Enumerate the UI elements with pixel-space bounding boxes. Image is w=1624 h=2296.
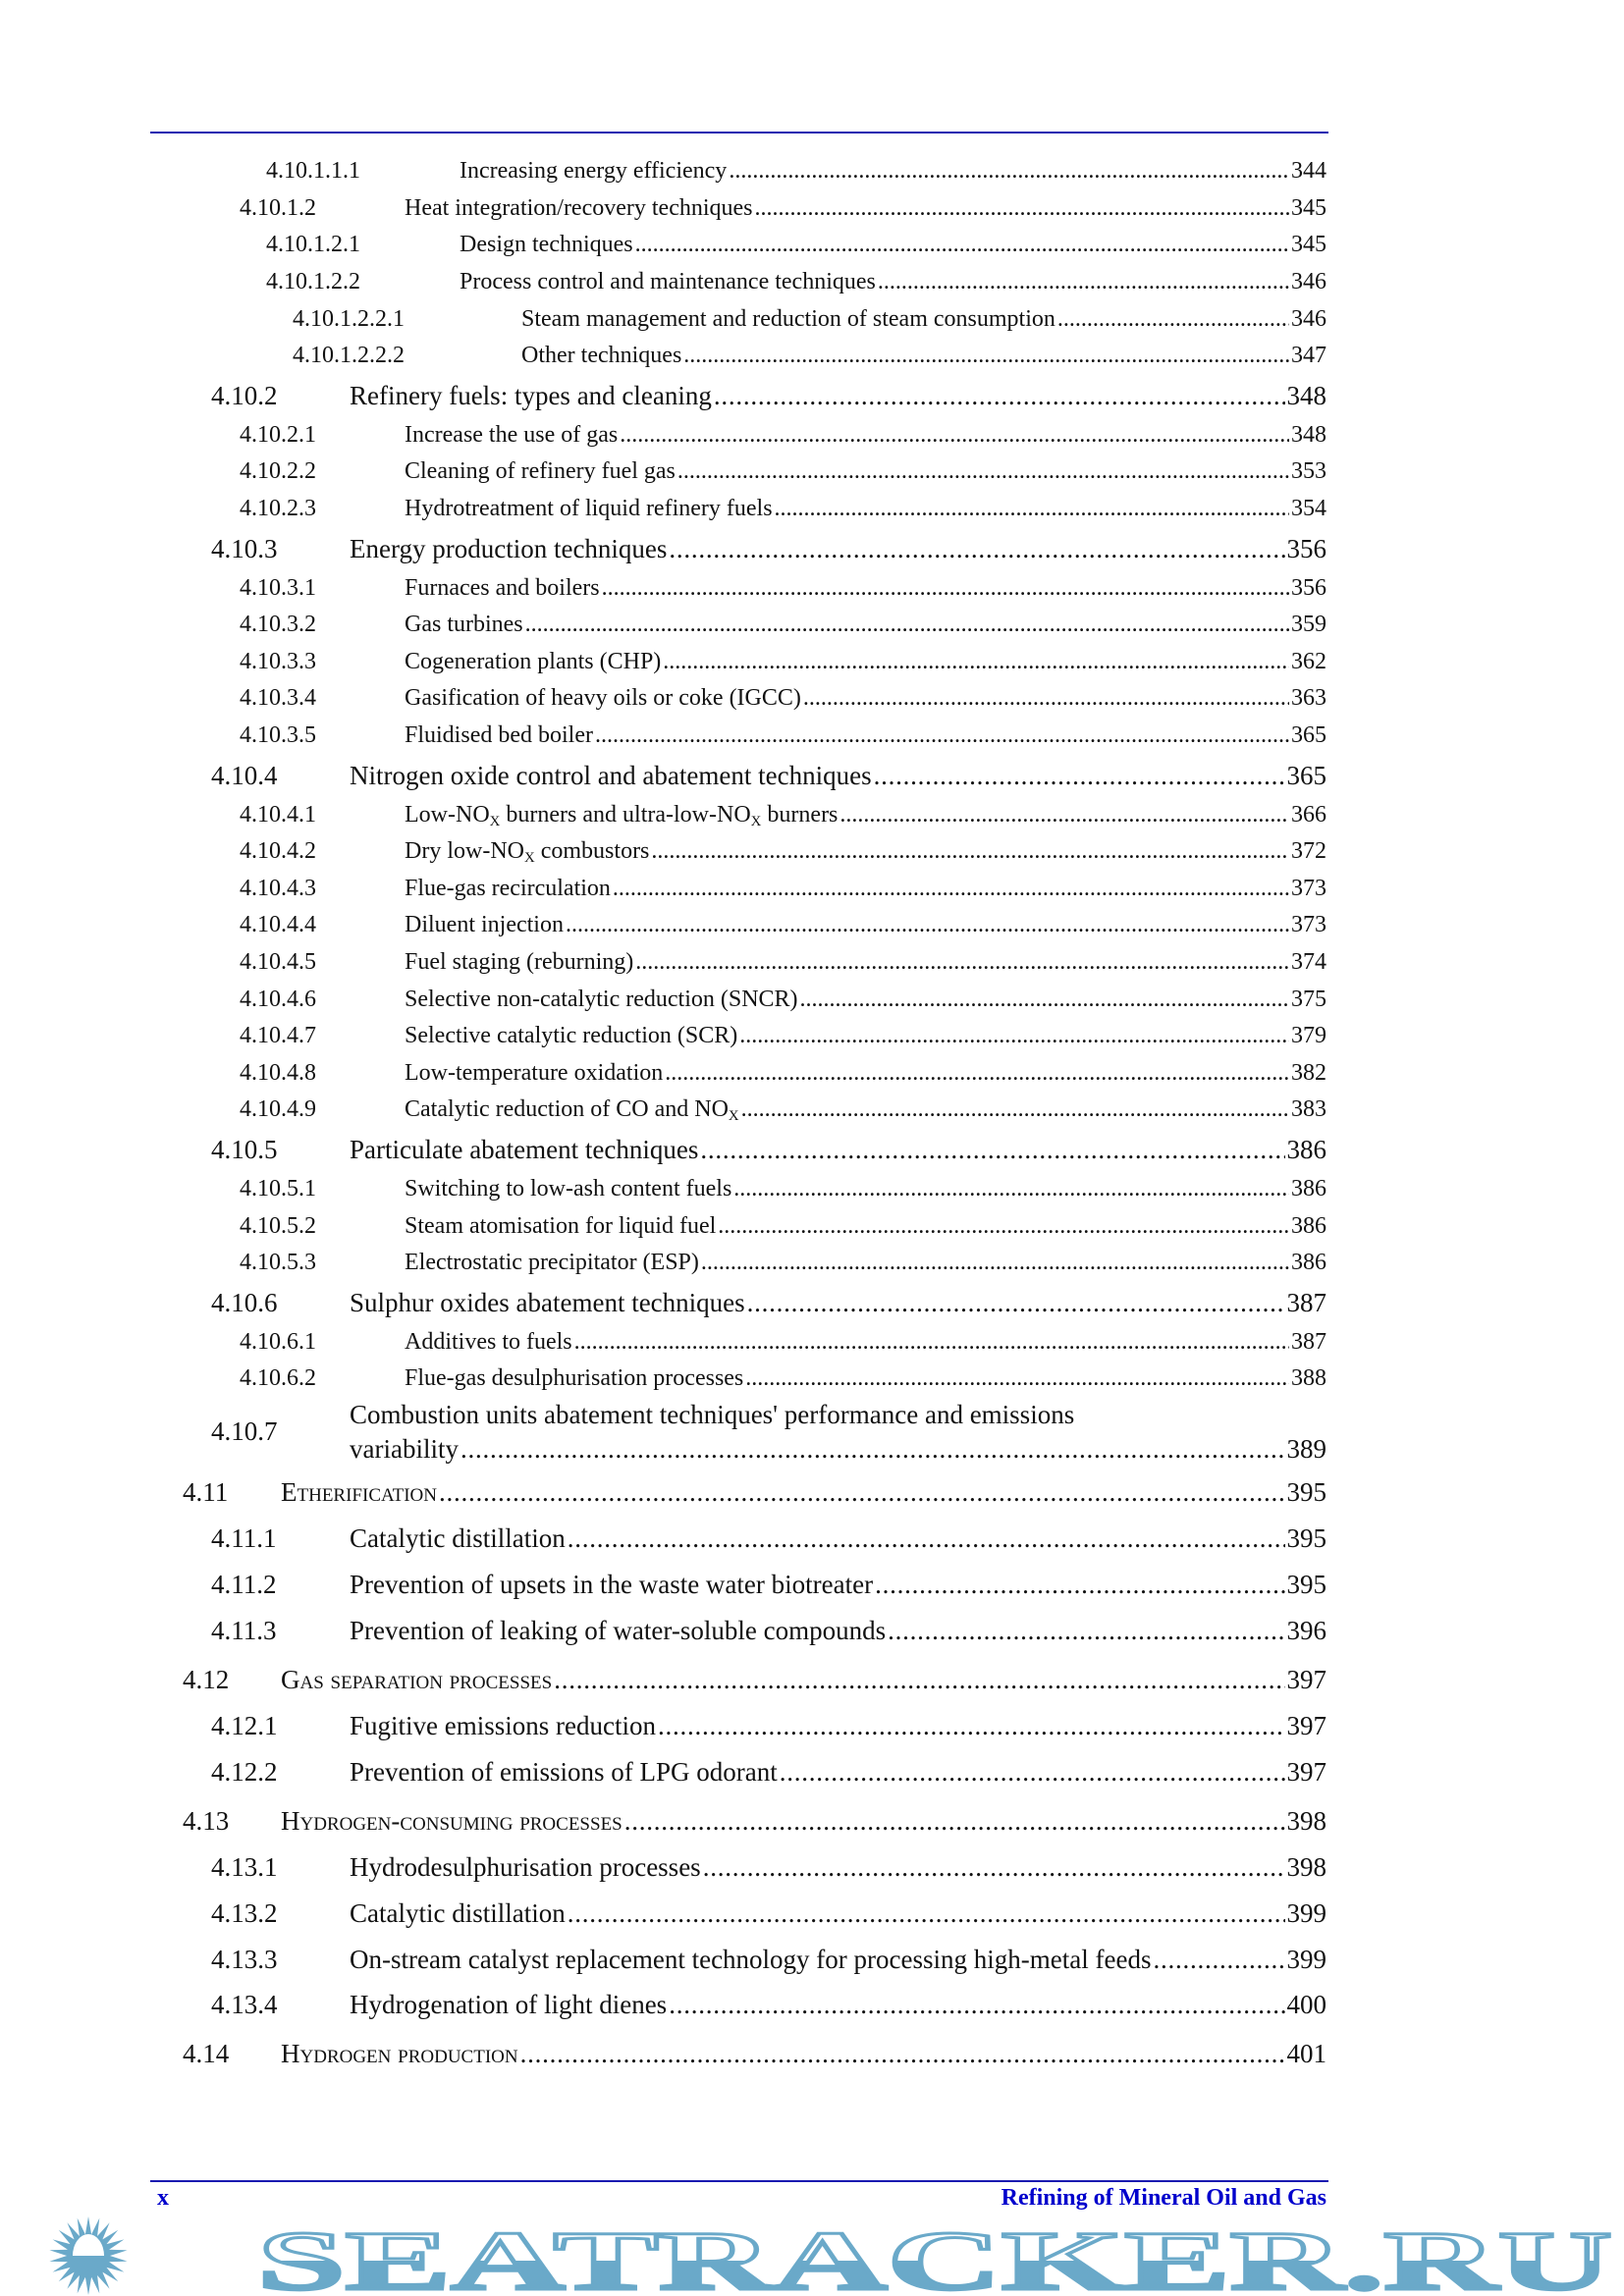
- toc-entry-number: 4.10.4: [211, 760, 278, 790]
- toc-entry-title[interactable]: Etherification: [281, 1477, 437, 1508]
- toc-entry-title[interactable]: Catalytic distillation: [350, 1523, 566, 1554]
- toc-entry-number: 4.11.1: [211, 1523, 277, 1554]
- toc-entry-number: 4.13.4: [211, 1990, 278, 2020]
- toc-entry-number: 4.13.1: [211, 1852, 278, 1883]
- toc-entry-title[interactable]: Nitrogen oxide control and abatement techniques: [350, 760, 872, 790]
- toc-entry-page: 382: [1291, 1059, 1326, 1086]
- toc-entry[interactable]: [0, 190, 1624, 228]
- toc-entry[interactable]: [0, 1323, 1624, 1361]
- toc-entry-title[interactable]: Process control and maintenance techniques: [460, 269, 876, 295]
- toc-entry-title[interactable]: Flue-gas recirculation: [405, 875, 611, 901]
- dot-leader: [1057, 306, 1289, 333]
- dot-leader: [878, 269, 1289, 295]
- toc-entry-page: 356: [1291, 574, 1326, 601]
- toc-entry-page: 348: [1286, 381, 1326, 411]
- toc-entry[interactable]: [0, 607, 1624, 644]
- toc-entry-title[interactable]: Gasification of heavy oils or coke (IGCC): [405, 685, 801, 712]
- dot-leader: [683, 343, 1289, 369]
- toc-entry-page: 344: [1291, 158, 1326, 185]
- toc-entry-number: 4.13: [183, 1806, 230, 1837]
- dot-leader: [595, 722, 1289, 749]
- toc-entry-title[interactable]: Combustion units abatement techniques' performance and emissions: [350, 1400, 1075, 1430]
- toc-entry-title[interactable]: Hydrotreatment of liquid refinery fuels: [405, 496, 773, 522]
- toc-entry[interactable]: [0, 491, 1624, 528]
- toc-entry-title[interactable]: Increase the use of gas: [405, 421, 619, 448]
- toc-entry-page: 399: [1286, 1897, 1326, 1928]
- watermark-text: SEATRACKER.RU: [257, 2216, 1612, 2296]
- toc-entry-page: 386: [1291, 1212, 1326, 1239]
- toc-entry-number: 4.10.1.2.2.2: [293, 343, 405, 369]
- toc-entry[interactable]: [0, 871, 1624, 908]
- toc-entry[interactable]: [0, 1517, 1624, 1563]
- dot-leader: [745, 1365, 1289, 1392]
- toc-entry[interactable]: [0, 1361, 1624, 1398]
- toc-entry-number: 4.10.3.4: [240, 685, 316, 712]
- dot-leader: [875, 1570, 1284, 1600]
- toc-entry-page: 387: [1286, 1287, 1326, 1317]
- toc-entry[interactable]: [0, 1282, 1624, 1323]
- toc-entry[interactable]: [0, 338, 1624, 375]
- toc-entry-page: 373: [1291, 875, 1326, 901]
- toc-entry[interactable]: [0, 1656, 1624, 1703]
- toc-entry-title[interactable]: Hydrogen-consuming processes: [281, 1806, 623, 1837]
- toc-entry-number: 4.10.4.7: [240, 1023, 316, 1049]
- toc-entry-number: 4.10.6.2: [240, 1365, 316, 1392]
- toc-entry-number: 4.10.5: [211, 1135, 278, 1165]
- toc-entry-title[interactable]: Dry low-$NO_X$ combustors: [405, 838, 650, 867]
- toc-entry[interactable]: [0, 1608, 1624, 1654]
- dot-leader: [669, 1990, 1284, 2020]
- toc-entry-number: 4.10.4.6: [240, 986, 316, 1012]
- toc-entry[interactable]: [0, 1845, 1624, 1892]
- toc-entry[interactable]: [0, 264, 1624, 301]
- toc-entry[interactable]: [0, 1798, 1624, 1845]
- dot-leader: [703, 1852, 1285, 1883]
- dot-leader: [669, 534, 1284, 564]
- toc-entry-page: 359: [1291, 612, 1326, 638]
- toc-entry-page: 379: [1291, 1023, 1326, 1049]
- toc-entry-title[interactable]: Steam management and reduction of steam consumption: [521, 305, 1056, 332]
- dot-leader: [1153, 1945, 1284, 1975]
- dot-leader: [729, 158, 1289, 185]
- toc-entry-number: 4.10.5.3: [240, 1250, 316, 1276]
- toc-entry-page: 386: [1291, 1175, 1326, 1201]
- dot-leader: [780, 1757, 1285, 1788]
- toc-entry-number: 4.11.3: [211, 1615, 277, 1645]
- toc-entry[interactable]: [0, 376, 1624, 417]
- toc-entry-title[interactable]: Catalytic distillation: [350, 1897, 566, 1928]
- dot-leader: [574, 1329, 1289, 1356]
- toc-entry-page: 365: [1286, 760, 1326, 790]
- toc-entry-title[interactable]: Other techniques: [521, 343, 682, 369]
- toc-entry-title[interactable]: Design techniques: [460, 232, 633, 258]
- toc-entry[interactable]: [0, 1891, 1624, 1937]
- toc-entry-title[interactable]: Fuel staging (reburning): [405, 948, 634, 975]
- toc-entry-number: 4.10.3.2: [240, 612, 316, 638]
- toc-entry[interactable]: [0, 1398, 1624, 1467]
- toc-entry[interactable]: [0, 981, 1624, 1018]
- toc-entry-number: 4.10.4.4: [240, 912, 316, 938]
- toc-entry-title[interactable]: Particulate abatement techniques: [350, 1135, 699, 1165]
- toc-entry-title[interactable]: Prevention of emissions of LPG odorant: [350, 1756, 778, 1787]
- dot-leader: [568, 1523, 1285, 1554]
- toc-entry-page: 345: [1291, 232, 1326, 258]
- toc-entry-page: 365: [1291, 722, 1326, 749]
- toc-entry-page: 354: [1291, 496, 1326, 522]
- toc-entry-number: 4.14: [183, 2039, 230, 2069]
- footer-document-title: Refining of Mineral Oil and Gas: [1001, 2185, 1326, 2211]
- toc-entry-title[interactable]: Additives to fuels: [405, 1328, 572, 1355]
- toc-entry-title-continued[interactable]: variability: [350, 1433, 459, 1464]
- toc-entry-page: 347: [1291, 343, 1326, 369]
- toc-entry[interactable]: [0, 1054, 1624, 1092]
- toc-entry-number: 4.10.5.2: [240, 1212, 316, 1239]
- toc-entry-number: 4.10.3: [211, 533, 278, 563]
- dot-leader: [803, 685, 1289, 712]
- toc-entry-number: 4.10.3.1: [240, 574, 316, 601]
- toc-entry-title[interactable]: Increasing energy efficiency: [460, 158, 728, 185]
- toc-entry-page: 345: [1291, 194, 1326, 221]
- toc-entry-number: 4.10.4.5: [240, 948, 316, 975]
- table-of-contents: [0, 153, 1624, 2078]
- toc-entry-number: 4.10.3.5: [240, 722, 316, 749]
- toc-entry[interactable]: [0, 1130, 1624, 1171]
- dot-leader: [663, 649, 1289, 675]
- dot-leader: [554, 1665, 1284, 1695]
- toc-entry[interactable]: [0, 718, 1624, 755]
- toc-entry-number: 4.10.4.1: [240, 801, 316, 828]
- toc-entry-page: 366: [1291, 801, 1326, 828]
- toc-entry[interactable]: [0, 644, 1624, 681]
- toc-entry-title[interactable]: Selective catalytic reduction (SCR): [405, 1023, 738, 1049]
- dot-leader: [620, 422, 1289, 449]
- dot-leader: [718, 1213, 1289, 1240]
- toc-entry-number: 4.10.1.2.2.1: [293, 305, 405, 332]
- dot-leader: [651, 838, 1289, 865]
- toc-entry[interactable]: [0, 1469, 1624, 1517]
- footer-page-number: x: [157, 2185, 169, 2211]
- header-rule: [150, 132, 1328, 133]
- toc-entry[interactable]: [0, 528, 1624, 569]
- toc-entry-title[interactable]: Prevention of leaking of water-soluble compounds: [350, 1615, 887, 1645]
- toc-entry-page: 386: [1286, 1135, 1326, 1165]
- toc-entry-page: 397: [1286, 1756, 1326, 1787]
- dot-leader: [874, 761, 1285, 791]
- toc-entry[interactable]: [0, 1749, 1624, 1795]
- dot-leader: [613, 876, 1289, 902]
- dot-leader: [700, 1135, 1284, 1165]
- toc-entry-page: 346: [1291, 269, 1326, 295]
- toc-entry-page: 397: [1286, 1664, 1326, 1694]
- toc-entry[interactable]: [0, 454, 1624, 491]
- dot-leader: [755, 195, 1289, 222]
- toc-entry-page: 362: [1291, 648, 1326, 674]
- toc-entry[interactable]: [0, 1092, 1624, 1129]
- toc-entry-title[interactable]: Gas turbines: [405, 612, 523, 638]
- toc-entry-page: 353: [1291, 458, 1326, 485]
- dot-leader: [635, 232, 1289, 258]
- toc-entry[interactable]: [0, 755, 1624, 796]
- footer-rule: [150, 2180, 1328, 2182]
- toc-entry-title[interactable]: Energy production techniques: [350, 533, 668, 563]
- toc-entry-number: 4.10.2: [211, 381, 278, 411]
- toc-entry-title[interactable]: Switching to low-ash content fuels: [405, 1175, 732, 1201]
- toc-entry[interactable]: [0, 417, 1624, 454]
- dot-leader: [635, 949, 1289, 976]
- toc-entry[interactable]: [0, 569, 1624, 607]
- toc-entry-number: 4.11: [183, 1477, 229, 1508]
- toc-entry-page: 374: [1291, 948, 1326, 975]
- toc-entry-number: 4.10.6: [211, 1287, 278, 1317]
- toc-entry-page: 397: [1286, 1711, 1326, 1741]
- toc-entry-number: 4.12: [183, 1664, 230, 1694]
- dot-leader: [741, 1096, 1289, 1123]
- dot-leader: [665, 1060, 1289, 1087]
- toc-entry[interactable]: [0, 796, 1624, 833]
- sun-icon: [49, 2216, 127, 2295]
- toc-entry-page: 375: [1291, 986, 1326, 1012]
- toc-entry[interactable]: [0, 153, 1624, 190]
- toc-entry-page: 387: [1291, 1328, 1326, 1355]
- toc-entry-title[interactable]: Diluent injection: [405, 912, 564, 938]
- toc-entry-page: 386: [1291, 1250, 1326, 1276]
- toc-entry-number: 4.10.1.2.2: [266, 269, 360, 295]
- toc-entry-title[interactable]: Low-temperature oxidation: [405, 1059, 664, 1086]
- toc-entry-page: 399: [1286, 1944, 1326, 1974]
- watermark-logo: [0, 2216, 1624, 2296]
- toc-entry-number: 4.10.6.1: [240, 1328, 316, 1355]
- toc-entry-page: 389: [1286, 1433, 1326, 1464]
- toc-entry-page: 356: [1286, 533, 1326, 563]
- toc-entry-page: 401: [1286, 2039, 1326, 2069]
- dot-leader: [624, 1806, 1285, 1837]
- toc-entry-page: 363: [1291, 685, 1326, 712]
- toc-entry-title[interactable]: Hydrogenation of light dienes: [350, 1990, 668, 2020]
- toc-entry-title[interactable]: Cogeneration plants (CHP): [405, 648, 662, 674]
- toc-entry[interactable]: [0, 680, 1624, 718]
- toc-entry-title[interactable]: Refinery fuels: types and cleaning: [350, 381, 712, 411]
- toc-entry-page: 396: [1286, 1615, 1326, 1645]
- dot-leader: [714, 381, 1285, 411]
- toc-entry-number: 4.13.2: [211, 1897, 278, 1928]
- toc-entry[interactable]: [0, 1018, 1624, 1055]
- toc-entry[interactable]: [0, 907, 1624, 944]
- toc-entry-page: 348: [1291, 421, 1326, 448]
- toc-entry[interactable]: [0, 1245, 1624, 1282]
- dot-leader: [658, 1711, 1285, 1741]
- toc-entry-number: 4.10.4.9: [240, 1096, 316, 1123]
- toc-entry-title[interactable]: Hydrogen production: [281, 2039, 518, 2069]
- toc-entry[interactable]: [0, 1937, 1624, 1983]
- toc-entry-number: 4.11.2: [211, 1570, 277, 1600]
- toc-entry-title[interactable]: Low-$NO_X$ burners and ultra-$low-NO_X$ burners: [405, 801, 839, 829]
- toc-entry-page: 395: [1286, 1570, 1326, 1600]
- toc-entry-title[interactable]: Prevention of upsets in the waste water biotreater: [350, 1570, 874, 1600]
- toc-entry[interactable]: [0, 1562, 1624, 1608]
- toc-entry-title[interactable]: Fugitive emissions reduction: [350, 1711, 656, 1741]
- dot-leader: [888, 1616, 1284, 1646]
- dot-leader: [839, 802, 1289, 828]
- toc-entry[interactable]: [0, 1171, 1624, 1208]
- toc-entry-page: 395: [1286, 1523, 1326, 1554]
- toc-entry-page: 400: [1286, 1990, 1326, 2020]
- toc-entry-number: 4.10.4.2: [240, 838, 316, 865]
- toc-entry-number: 4.12.2: [211, 1756, 278, 1787]
- toc-entry[interactable]: [0, 1207, 1624, 1245]
- toc-entry-number: 4.10.7: [211, 1416, 278, 1447]
- dot-leader: [568, 1898, 1285, 1929]
- toc-entry[interactable]: [0, 944, 1624, 982]
- dot-leader: [525, 612, 1289, 638]
- toc-entry-title[interactable]: Fluidised bed boiler: [405, 722, 593, 749]
- toc-entry-number: 4.10.2.2: [240, 458, 316, 485]
- toc-entry[interactable]: [0, 227, 1624, 264]
- toc-entry[interactable]: [0, 1703, 1624, 1749]
- toc-entry-title[interactable]: Cleaning of refinery fuel gas: [405, 458, 676, 485]
- toc-entry-title[interactable]: Hydrodesulphurisation processes: [350, 1852, 701, 1883]
- toc-entry-page: 346: [1291, 305, 1326, 332]
- toc-entry-number: 4.12.1: [211, 1711, 278, 1741]
- toc-entry-title[interactable]: On-stream catalyst replacement technology for processing high-metal feeds: [350, 1944, 1152, 1974]
- dot-leader: [701, 1250, 1289, 1276]
- toc-entry-page: 398: [1286, 1852, 1326, 1883]
- dot-leader: [439, 1477, 1285, 1508]
- dot-leader: [460, 1432, 1285, 1467]
- toc-entry-number: 4.10.4.3: [240, 875, 316, 901]
- toc-entry-title[interactable]: Furnaces and boilers: [405, 574, 600, 601]
- toc-entry-number: 4.10.2.3: [240, 496, 316, 522]
- toc-entry[interactable]: [0, 833, 1624, 871]
- dot-leader: [800, 987, 1289, 1013]
- dot-leader: [520, 2039, 1285, 2069]
- toc-entry-number: 4.10.4.8: [240, 1059, 316, 1086]
- dot-leader: [677, 458, 1289, 485]
- toc-entry-number: 4.10.3.3: [240, 648, 316, 674]
- toc-entry-number: 4.13.3: [211, 1944, 278, 1974]
- dot-leader: [733, 1176, 1289, 1202]
- dot-leader: [747, 1288, 1285, 1318]
- toc-entry-title[interactable]: Steam atomisation for liquid fuel: [405, 1212, 717, 1239]
- toc-entry-number: 4.10.1.1.1: [266, 158, 360, 185]
- toc-entry-page: 373: [1291, 912, 1326, 938]
- toc-entry-number: 4.10.5.1: [240, 1175, 316, 1201]
- toc-entry-number: 4.10.1.2.1: [266, 232, 360, 258]
- toc-entry-page: 395: [1286, 1477, 1326, 1508]
- toc-entry-title[interactable]: Heat integration/recovery techniques: [405, 194, 753, 221]
- dot-leader: [566, 912, 1289, 938]
- dot-leader: [602, 575, 1289, 602]
- toc-entry[interactable]: [0, 2031, 1624, 2078]
- toc-entry-title[interactable]: Selective non-catalytic reduction (SNCR): [405, 986, 798, 1012]
- toc-entry-title[interactable]: Sulphur oxides abatement techniques: [350, 1287, 745, 1317]
- toc-entry-page: 383: [1291, 1096, 1326, 1123]
- toc-entry-page: 388: [1291, 1365, 1326, 1392]
- toc-entry[interactable]: [0, 300, 1624, 338]
- toc-entry-number: 4.10.1.2: [240, 194, 316, 221]
- dot-leader: [739, 1023, 1289, 1049]
- toc-entry-title[interactable]: Gas separation processes: [281, 1664, 553, 1694]
- dot-leader: [775, 496, 1289, 522]
- toc-entry-title[interactable]: Electrostatic precipitator (ESP): [405, 1250, 699, 1276]
- toc-entry-page: 398: [1286, 1806, 1326, 1837]
- toc-entry-number: 4.10.2.1: [240, 421, 316, 448]
- toc-entry-title[interactable]: Flue-gas desulphurisation processes: [405, 1365, 744, 1392]
- toc-entry-page: 372: [1291, 838, 1326, 865]
- toc-entry[interactable]: [0, 1982, 1624, 2028]
- toc-entry-title[interactable]: Catalytic reduction of CO and $NO_X$: [405, 1096, 739, 1125]
